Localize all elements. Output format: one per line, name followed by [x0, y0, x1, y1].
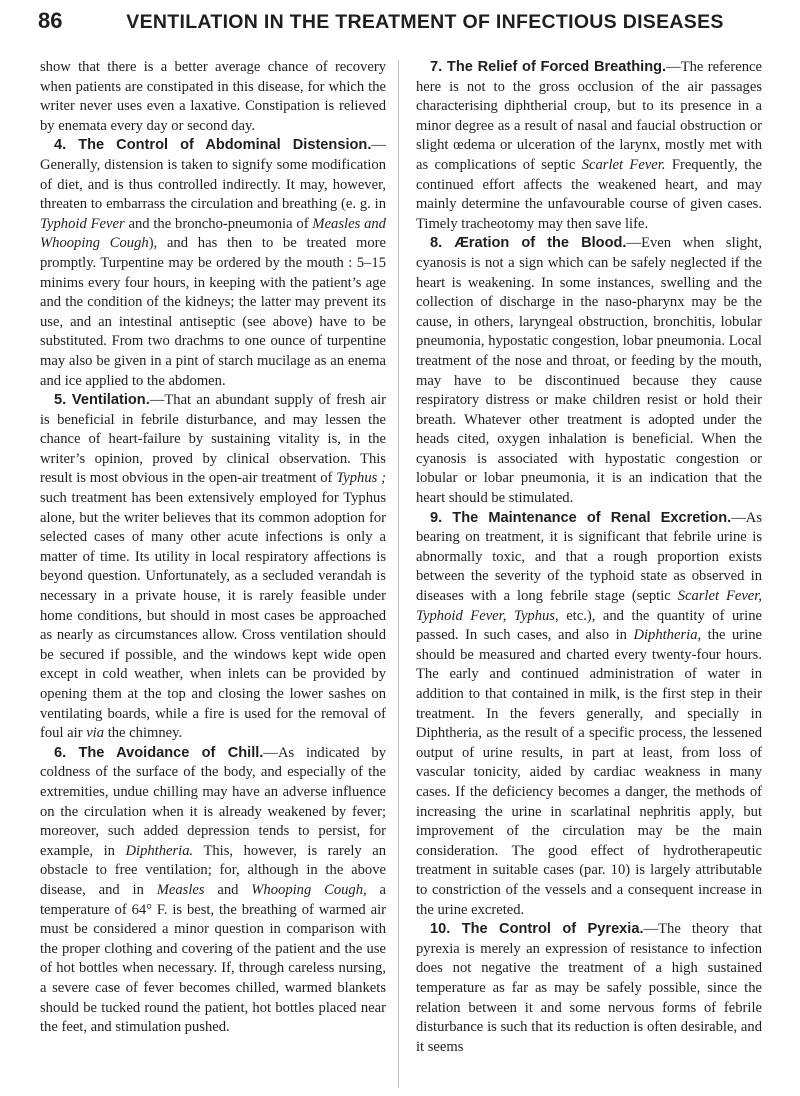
section-heading: 5. Ventilation. [54, 392, 150, 409]
italic-term: Measles [156, 881, 205, 898]
paragraph-text: the chimney. [104, 725, 183, 742]
paragraph [40, 58, 386, 136]
paragraph-text: and the broncho-pneumonia of [124, 215, 313, 232]
paragraph-text: —As bearing on treatment, it is significant that febrile urine is abnormally toxic, and that a rough proportion exists between the severity of the typhoid state as observed in diseases with a long febrile stage (septic [416, 509, 762, 605]
paragraph-text: such treatment has been extensively employed for Typhus alone, but the writer believes that its common adoption for selected cases of many other acute infections is only a matter of time. Its utility in local respiratory affections is beyond question. Unfortunately, as a secluded verandah is necessary in a private house, it is rarely feasible under home conditions, but should in most cases be approached as nearly as circumstances allow. Cross ventilation should be secured if possible, and the windows kept wide open except in cold weather, when inlets can be provided by opening them at the top and closing the lower sashes on ventilating boards, while a fire is used for the removal of foul air [40, 490, 386, 742]
italic-term: Scarlet Fever. [581, 156, 666, 173]
paragraph-text: ), and has then to be treated more promptly. Turpentine may be ordered by the mouth : 5–15 minims every four hours, in keeping with the patient’s age and the condition of the kidneys; the latter may prevent its use, and an intestinal antiseptic (see above) have to be substituted. From two drachms to one ounce of turpentine may also be given in a pint of starch mucilage as an enema and ice applied to the abdomen. [40, 235, 387, 389]
paragraph [416, 920, 762, 1057]
paragraph-text: —That an abundant supply of fresh air is beneficial in febrile disturbance, and may lessen the chance of heart-failure by sustaining vitality is, in the writer’s opinion, proved by clinical observation. This result is most obvious in the open-air treatment of [40, 392, 387, 487]
paragraph [416, 58, 762, 234]
page-header [38, 8, 760, 38]
section-heading: 4. The Control of Abdominal Distension. [54, 137, 372, 154]
left-column [40, 58, 386, 1038]
paragraph-text: —The theory that pyrexia is merely an expression of resistance to infection does not negative the treatment of a high sustained temperature as far as may be safely possible, since the relation between it and some nervous forms of febrile disturbance is such that its reduction is often desirable, and it seems [416, 921, 762, 1055]
paragraph-text: show that there is a better average chance of recovery when patients are constipated in this disease, for which the writer never uses even a laxative. Constipation is relieved by enemata every day or second day. [40, 59, 386, 134]
paragraph-text: a temperature of 64° F. is best, the breathing of warmed air must be considered a minor question in comparison with the proper clothing and covering of the patient and the use of hot bottles when necessary. If, through careless nursing, a severe case of fever becomes chilled, warmed blankets should be tucked round the patient, hot bottles placed near the feet, and stimulation pushed. [40, 881, 386, 1036]
right-column [416, 58, 762, 1057]
paragraph [416, 234, 762, 508]
column-divider [398, 60, 399, 1088]
paragraph [40, 744, 386, 1038]
paragraph [40, 391, 386, 744]
italic-term: Measles and Whooping Cough [40, 215, 386, 252]
section-heading: 9. The Maintenance of Renal Excretion. [430, 509, 732, 526]
paragraph-text: This, however, is rarely an obstacle to free ventilation; for, although in the above disease, and in [40, 842, 386, 898]
italic-term: Typhus ; [336, 470, 386, 487]
section-heading: 8. Æration of the Blood. [430, 235, 627, 252]
page-number: 86 [38, 8, 63, 33]
italic-term: Whooping Cough, [251, 881, 367, 898]
paragraph [40, 136, 386, 391]
paragraph-text: etc.), and the quantity of urine passed. In such cases, and also in [416, 607, 762, 644]
italic-term: Diphtheria. [125, 842, 194, 859]
paragraph [416, 509, 762, 920]
italic-term: Typhoid Fever [40, 215, 125, 232]
section-heading: 7. The Relief of Forced Breathing. [430, 59, 667, 75]
paragraph-text: Frequently, the continued effort affects the weakened heart, and may mainly determine the unfavourable course of given cases. Timely tracheotomy may then save life. [416, 156, 762, 232]
running-title: VENTILATION IN THE TREATMENT OF INFECTIOUS DISEASES [126, 11, 724, 33]
paragraph-text: —Even when slight, cyanosis is not a sign which can be safely neglected if the heart is weakening. In some instances, swelling and the collection of discharge in the naso-pharynx may be the cause, in others, laryngeal obstruction, bronchitis, lobular pneumonia, hypostatic congestion, lobar pneumonia. Local treatment of the nose and throat, or feeding by the mouth, may have to be discontinued because they cause respiratory distress or make children resist or hold their breath. Whatever other treatment is adopted under the heads cited, oxygen inhalation is beneficial. When the cyanosis is associated with hypostatic congestion or lobular or lobar pneumonia, it is an indication that the heart should be stimulated. [416, 235, 762, 507]
paragraph-text: —The reference here is not to the gross occlusion of the air passages characterising diphtherial croup, but to its presence in a minor degree as a result of nasal and faucial obstruction or slight œdema or ulceration of the larynx, mostly met with as complications of septic [416, 59, 762, 173]
paragraph-text: —Generally, distension is taken to signify some modification of diet, and is thus controlled indirectly. It may, however, threaten to embarrass the circulation and breathing (e. g. in [40, 137, 386, 213]
italic-term: Diphtheria, [633, 627, 702, 644]
paragraph-text: the urine should be measured and charted every twenty-four hours. The early and continued administration of water in addition to that contained in milk, is the first step in their treatment. In the fevers generally, and specially in Diphtheria, as the result of a specific process, the lessened output of urine results, in part at least, from loss of vascular tonicity, aided by cardiac weakness in many cases. If the deficiency becomes a danger, the methods of increasing the urine in scarlatinal nephritis apply, but improvement of the circulation may be the main consideration. The good effect of hydrotherapeutic treatment in suitable cases (par. 10) is largely attributable to constriction of the vessels and a consequent increase in the urine excreted. [416, 627, 762, 918]
italic-term: Scarlet Fever, Typhoid Fever, Typhus, [416, 588, 762, 624]
section-heading: 6. The Avoidance of Chill. [54, 744, 264, 761]
italic-term: via [86, 725, 105, 742]
paragraph-text: and [204, 881, 252, 898]
section-heading: 10. The Control of Pyrexia. [430, 921, 644, 938]
paragraph-text: —As indicated by coldness of the surface of the body, and especially of the extremities, undue chilling may have an adverse influence on the circulation when it is already weakened by fever; moreover, such added depression tends to persist, for example, in [40, 744, 386, 859]
